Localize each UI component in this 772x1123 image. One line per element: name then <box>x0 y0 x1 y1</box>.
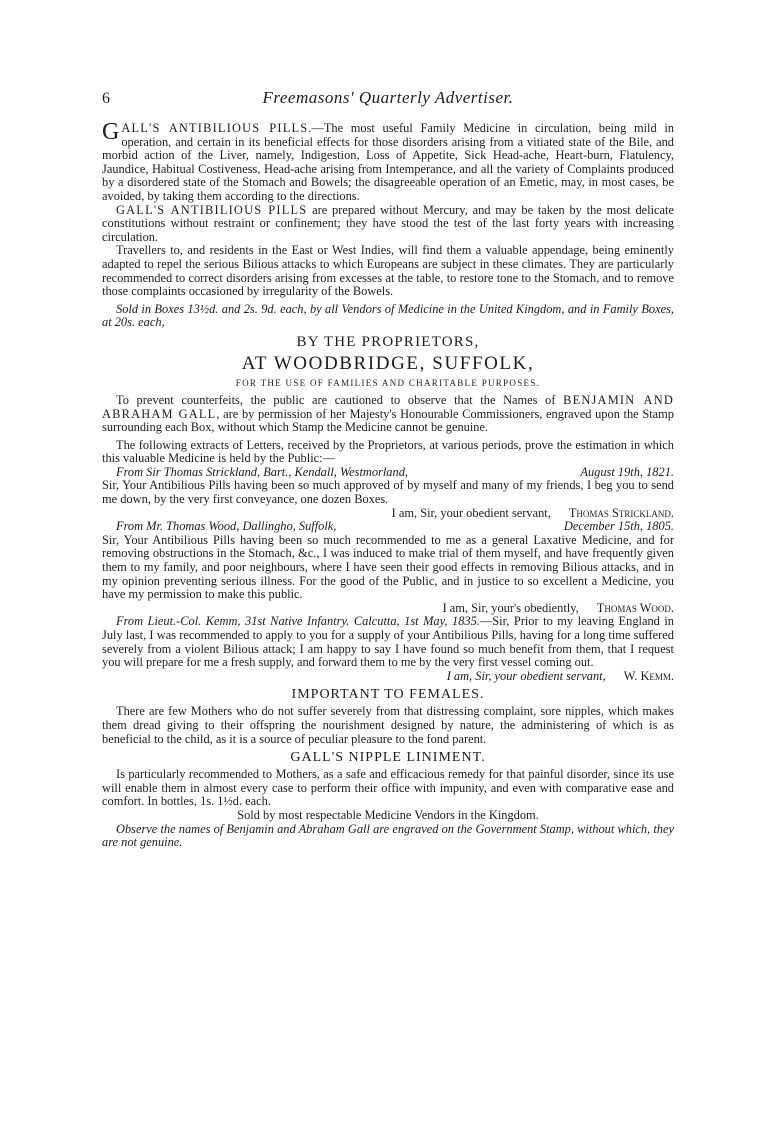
females-heading: IMPORTANT TO FEMALES. <box>291 687 485 703</box>
letter-strickland <box>102 466 674 520</box>
pills-sold-note: Sold in Boxes 13½d. and 2s. 9d. each, by all Vendors of Medicine in the United Kingdom, and in Family Boxes, at 20s. each, <box>102 301 674 330</box>
pills-paragraph-3: Travellers to, and residents in the East or West Indies, will find them a valuable appendage, being eminently adapted to repel the serious Bilious attacks to which Europeans are subject in these climates. They are particularly recommended to correct disorders arising from excesses at the table, to restore tone to the Stomach, and to remove those complaints occasioned by irregularity of the Bowels. <box>102 243 674 299</box>
letter-body: Sir, Your Antibilious Pills having been so much approved of by myself and many of my friends, I beg you to send me down, by the very first conveyance, one dozen Boxes. <box>102 478 674 507</box>
testimonial-letters <box>102 466 674 684</box>
letter-signature: Thomas Strickland. <box>568 505 674 520</box>
pills-lead-2: GALL'S ANTIBILIOUS PILLS <box>116 202 308 217</box>
caution-paragraph <box>102 394 674 435</box>
pills-lead: ALL'S ANTIBILIOUS PILLS <box>121 121 309 135</box>
government-stamp-note: Observe the names of Benjamin and Abraham Gall are engraved on the Government Stamp, without which, they are not genuine. <box>102 821 674 850</box>
liniment-sold-note: Sold by most respectable Medicine Vendors in the Kingdom. <box>237 807 539 822</box>
letter-signature: W. Kemm. <box>623 668 674 683</box>
by-proprietors-heading: BY THE PROPRIETORS, <box>296 333 480 350</box>
letter-body: Sir, Your Antibilious Pills having been so much recommended to me as a general Laxative Medicine, and for removing obstructions in the Stomach, &c., I was induced to make trial of them myself, and have frequently given them to my family, and poor neighbours, where I have seen their good effects in removing Bilious attacks, and in my opinion preventing serious illness. For the good of the Public, and in justice to so excellent a Medicine, you have my permission to make this public. <box>102 532 674 602</box>
pills-intro <box>102 119 674 204</box>
letter-heading <box>102 520 674 534</box>
pills-paragraph-2 <box>102 204 674 245</box>
pills-intro-text: .—The most useful Family Medicine in circulation, being mild in operation, and certain in its beneficial effects for those disorders arising from a vitiated state of the Bile, and morbid action of the Liver, namely, Indigestion, Loss of Appetite, Sick Head-ache, Heart-burn, Flatulency, Jaundice, Habitual Costiveness, Head-ache arising from Intemperance, and all the variety of Complaints produced by a disordered state of the Stomach and Bowels; the disagreeable operation of an Emetic, may, in most cases, be avoided, by taking them according to the directions. <box>102 121 674 203</box>
letter-body <box>102 615 674 669</box>
advertiser-page <box>102 88 674 850</box>
letter-from: From Mr. Thomas Wood, Dallingho, Suffolk, <box>116 519 337 534</box>
letter-signoff <box>102 602 674 616</box>
liniment-section <box>102 750 674 850</box>
pills-advertisement <box>102 119 674 388</box>
letter-body-text: —Sir, Prior to my leaving England in July last, I was recommended to apply to you for a supply of your Antibilious Pills, having for a long time suffered severely from a violent Bilious attack; I am happy to say I have found so much benefit from them, that I request you will prepare for me a fresh supply, and forward them to me by the very first vessel coming out. <box>102 614 674 670</box>
running-title: Freemasons' Quarterly Advertiser. <box>262 88 514 107</box>
letter-from: From Lieut.-Col. Kemm, 31st Native Infantry. Calcutta, 1st May, 1835. <box>116 614 480 629</box>
proprietor-names: BENJAMIN AND ABRAHAM GALL <box>102 392 674 421</box>
page-header <box>102 88 674 118</box>
letter-closing: I am, Sir, your obedient servant, <box>446 668 606 683</box>
letter-date: August 19th, 1821. <box>580 464 674 479</box>
females-body: There are few Mothers who do not suffer severely from that distressing complaint, sore nipples, which makes them dread giving to their offspring the nourishment designed by nature, the administering of which is as beneficial to the child, as it is a source of peculiar pleasure to the fond parent. <box>102 704 674 746</box>
liniment-body: Is particularly recommended to Mothers, as a safe and efficacious remedy for that painful disorder, since its use will enable them in almost every case to perform their office with impunity, and even with comparative ease and comfort. In bottles, 1s. 1½d. each. <box>102 767 674 809</box>
letter-from: From Sir Thomas Strickland, Bart., Kendall, Westmorland, <box>116 464 408 479</box>
letter-heading <box>102 466 674 480</box>
letter-closing: I am, Sir, your's obediently, <box>442 600 579 615</box>
letter-wood <box>102 520 674 615</box>
letter-signoff <box>102 670 674 684</box>
caution-text-start: To prevent counterfeits, the public are cautioned to observe that the Names of <box>116 392 564 407</box>
purposes-subheading: FOR THE USE OF FAMILIES AND CHARITABLE PURPOSES. <box>235 377 541 388</box>
pills-paragraph-2-text: are prepared without Mercury, and may be taken by the most delicate constitutions without restraint or confinement; they have stood the test of the last forty years with increasing circulation. <box>102 202 674 244</box>
page-number: 6 <box>102 90 110 107</box>
extracts-intro: The following extracts of Letters, received by the Proprietors, at various periods, prove the estimation in which this valuable Medicine is held by the Public:— <box>102 437 674 466</box>
females-section <box>102 687 674 746</box>
woodbridge-heading: AT WOODBRIDGE, SUFFOLK, <box>241 352 535 374</box>
letter-signoff <box>102 507 674 521</box>
caution-text-end: , are by permission of her Majesty's Honourable Commissioners, engraved upon the Stamp surrounding each Box, without which Stamp the Medicine cannot be genuine. <box>102 406 674 435</box>
caution-section <box>102 394 674 466</box>
letter-kemm <box>102 615 674 683</box>
letter-signature: Thomas Wood. <box>596 600 674 615</box>
drop-cap: G <box>102 119 120 145</box>
liniment-heading: GALL'S NIPPLE LINIMENT. <box>290 750 486 766</box>
letter-closing: I am, Sir, your obedient servant, <box>391 505 551 520</box>
letter-date: December 15th, 1805. <box>563 519 674 534</box>
